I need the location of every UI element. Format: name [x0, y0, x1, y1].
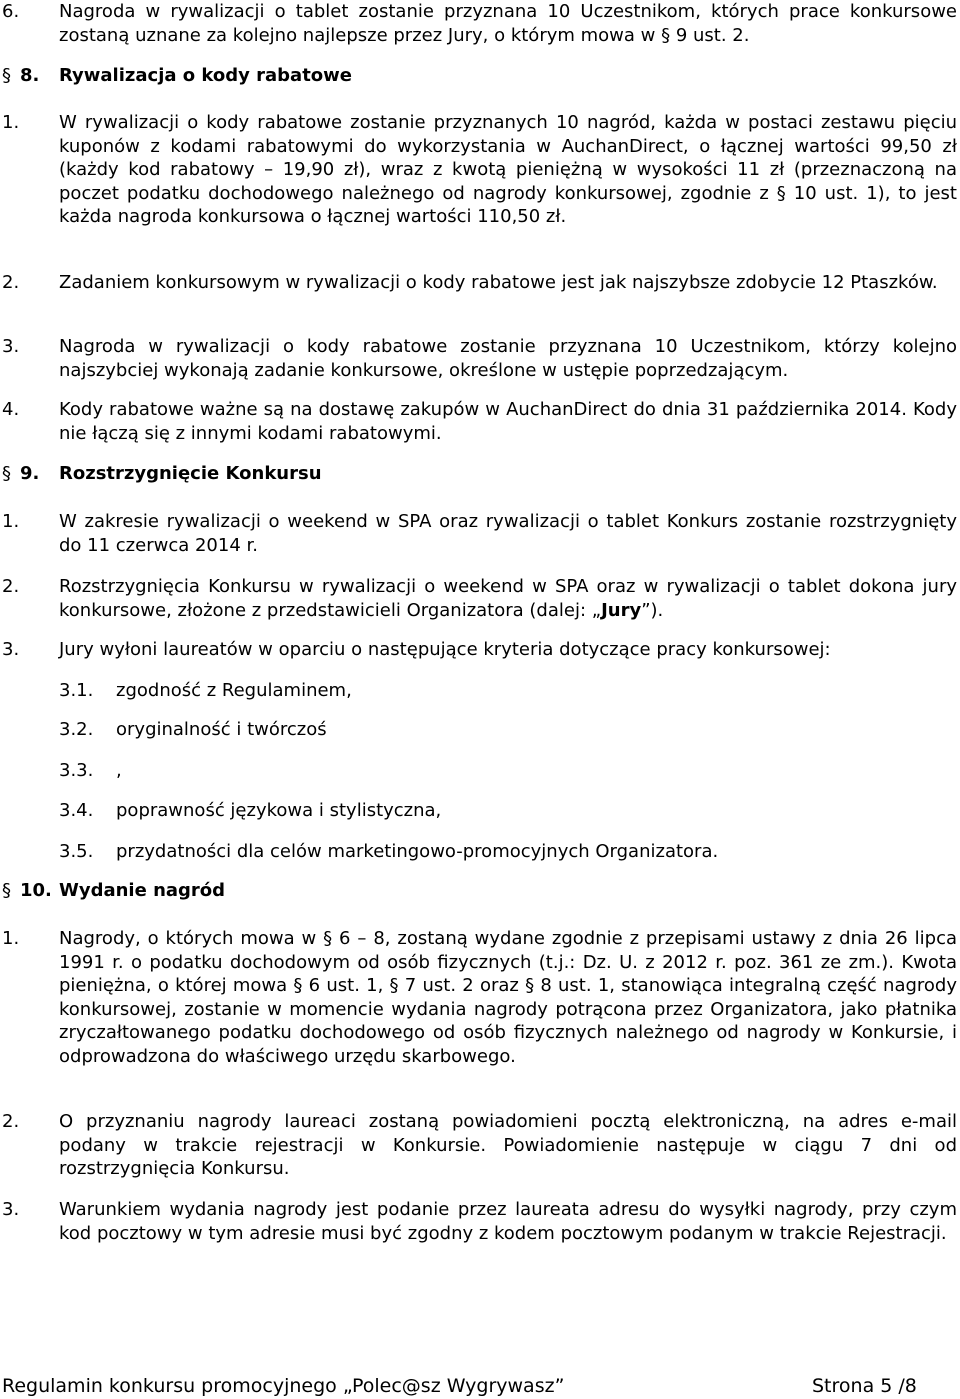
paragraph-text: Jury wyłoni laureatów w oparciu o następujące kryteria dotyczące pracy konkursowej: [59, 639, 831, 660]
criterion-number: 3.4. [59, 800, 94, 821]
paragraph-text: Kody rabatowe ważne są na dostawę zakupów w AuchanDirect do dnia 31 października 2014. Kody nie łączą się z innymi kodami rabatowymi. [59, 399, 957, 444]
paragraph-number: 4. [2, 399, 20, 420]
page-footer [0, 1374, 960, 1399]
paragraph-number: 3. [2, 639, 20, 660]
criterion-text: zgodność z Regulaminem, [116, 680, 352, 701]
paragraph-number: 1. [2, 511, 20, 532]
paragraph-number: 2. [2, 1111, 20, 1132]
paragraph-text-after: ”). [641, 599, 664, 621]
paragraph-6 [0, 0, 960, 48]
section-number: 8. [20, 65, 40, 86]
defined-term-jury: Jury [601, 599, 642, 621]
paragraph-text: Nagroda w rywalizacji o kody rabatowe zostanie przyznana 10 Uczestnikom, którzy kolejno najszybciej wykonają zadanie konkursowe, określone w ustępie poprzedzającym. [59, 336, 957, 381]
criterion-number: 3.3. [59, 760, 94, 781]
paragraph-text: Nagrody, o których mowa w § 6 – 8, zostaną wydane zgodnie z przepisami ustawy z dnia 26 lipca 1991 r. o podatku dochodowym od osób fizycznych (t.j.: Dz. U. z 2012 r. poz. 361 ze zm.). Kwota pieniężna, o której mowa § 6 ust. 1, § 7 ust. 2 oraz § 8 ust. 1, stanowiąca integralną część nagrody konkursowej, zostanie w momencie wydania nagrody potrącona przez Organizatora, jako płatnika zryczałtowanego podatku dochodowego od osób fizycznych należnego od nagrody w Konkursie, i odprowadzona do właściwego urzędu skarbowego. [59, 928, 957, 1067]
criterion-text: oryginalność i twórczoś [116, 719, 327, 740]
section-symbol: § [2, 65, 11, 86]
paragraph-number: 3. [2, 336, 20, 357]
footer-page-number: Strona 5 /8 [812, 1375, 917, 1397]
paragraph-text: W rywalizacji o kody rabatowe zostanie przyznanych 10 nagród, każda w postaci zestawu pięciu kuponów z kodami rabatowymi do wykorzystania w AuchanDirect, o łącznej wartości 99,50 zł (każdy kod rabatowy – 19,90 zł), wraz z kwotą pieniężną w wysokości 11 zł (przeznaczoną na poczet podatku dochodowego należnego od nagrody konkursowej, zgodnie z § 10 ust. 1), to jest każda nagroda konkursowa o łącznej wartości 110,50 zł. [59, 112, 957, 227]
paragraph-number: 2. [2, 576, 20, 597]
paragraph-text: O przyznaniu nagrody laureaci zostaną powiadomieni pocztą elektroniczną, na adres e-mail podany w trakcie rejestracji w Konkursie. Powiadomienie następuje w ciągu 7 dni od rozstrzygnięcia Konkursu. [59, 1111, 957, 1179]
paragraph-number: 1. [2, 928, 20, 949]
criterion-number: 3.2. [59, 719, 94, 740]
section-title: Rozstrzygnięcie Konkursu [59, 463, 322, 484]
section-symbol: § [2, 880, 11, 901]
criterion-number: 3.1. [59, 680, 94, 701]
footer-document-title: Regulamin konkursu promocyjnego „Polec@sz Wygrywasz” [2, 1375, 565, 1397]
criterion-text: , [116, 760, 122, 781]
section-symbol: § [2, 463, 11, 484]
criterion-text: przydatności dla celów marketingowo-promocyjnych Organizatora. [116, 841, 719, 862]
paragraph-text: Warunkiem wydania nagrody jest podanie przez laureata adresu do wysyłki nagrody, przy czym kod pocztowy w tym adresie musi być zgodny z kodem pocztowym podanym w trakcie Rejestracji. [59, 1199, 957, 1244]
paragraph-text [59, 575, 957, 622]
section-title: Rywalizacja o kody rabatowe [59, 65, 353, 86]
section-number: 9. [20, 463, 40, 484]
criterion-number: 3.5. [59, 841, 94, 862]
paragraph-text: W zakresie rywalizacji o weekend w SPA oraz rywalizacji o tablet Konkurs zostanie rozstrzygnięty do 11 czerwca 2014 r. [59, 511, 957, 556]
paragraph-text: Nagroda w rywalizacji o tablet zostanie przyznana 10 Uczestnikom, których prace konkursowe zostaną uznane za kolejno najlepsze przez Jury, o którym mowa w § 9 ust. 2. [59, 1, 957, 46]
paragraph-number: 2. [2, 272, 20, 293]
paragraph-number: 3. [2, 1199, 20, 1220]
section-number: 10. [20, 880, 52, 901]
section-title: Wydanie nagród [59, 880, 226, 901]
paragraph-text-before: Rozstrzygnięcia Konkursu w rywalizacji o weekend w SPA oraz w rywalizacji o tablet dokona jury konkursowe, złożone z przedstawicieli Organizatora (dalej: „ [59, 576, 957, 621]
paragraph-number: 1. [2, 112, 20, 133]
criterion-text: poprawność językowa i stylistyczna, [116, 800, 442, 821]
paragraph-text: Zadaniem konkursowym w rywalizacji o kody rabatowe jest jak najszybsze zdobycie 12 Ptaszków. [59, 272, 938, 293]
paragraph-number: 6. [2, 1, 20, 22]
